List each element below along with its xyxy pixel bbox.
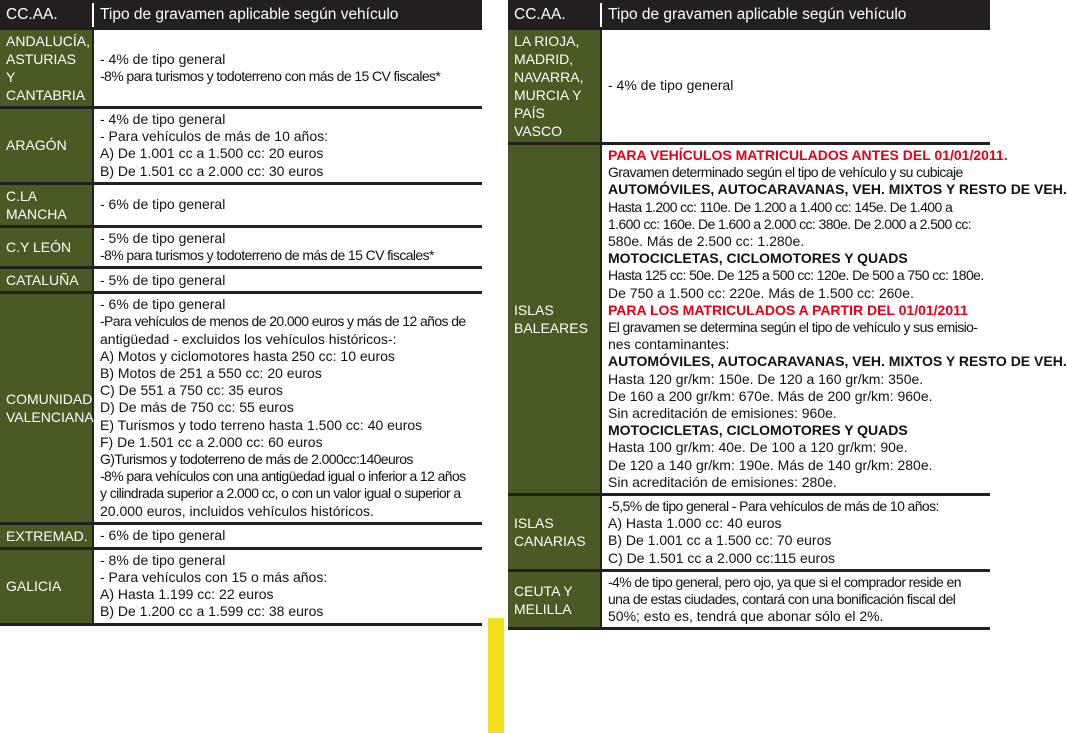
yellow-accent-strip — [488, 618, 504, 733]
tax-line: 50%; esto es, tendrá que abonar sólo el 2%. — [608, 608, 884, 625]
tax-description-cell — [94, 525, 482, 547]
header-tax-type: Tipo de gravamen aplicable según vehículo — [602, 3, 990, 27]
region-name: ARAGÓN — [6, 137, 67, 154]
region-name: CEUTA Y MELILLA — [514, 582, 573, 617]
table-row — [0, 185, 482, 225]
tax-line: A) Hasta 1.199 cc: 22 euros — [100, 586, 274, 603]
tax-line: MOTOCICLETAS, CICLOMOTORES Y QUADS — [608, 422, 908, 439]
tax-line: B) Motos de 251 a 550 cc: 20 euros — [100, 365, 322, 382]
table-row — [0, 525, 482, 547]
tax-line: -8% para turismos y todoterreno de más de 15 CV fiscales* — [100, 247, 434, 264]
tax-description-cell — [94, 269, 482, 291]
tax-line: - 5% de tipo general — [100, 229, 226, 246]
tax-description-cell — [602, 145, 1067, 493]
tax-line: MOTOCICLETAS, CICLOMOTORES Y QUADS — [608, 250, 908, 267]
tax-line: B) De 1.001 cc a 1.500 cc: 70 euros — [608, 532, 832, 549]
tax-line: antigüedad - excluidos los vehículos históricos-: — [100, 330, 397, 347]
region-cell — [0, 525, 94, 547]
table-row — [508, 30, 990, 142]
region-name: C.Y LEÓN — [6, 239, 72, 256]
table-row — [0, 109, 482, 182]
tax-line: F) De 1.501 cc a 2.000 cc: 60 euros — [100, 433, 323, 450]
region-cell — [508, 572, 602, 628]
tax-line: Sin acreditación de emisiones: 960e. — [608, 405, 837, 422]
tax-line: G)Turismos y todoterreno de más de 2.000cc:140euros — [100, 451, 413, 468]
region-cell — [508, 30, 602, 142]
tax-line: C) De 1.501 cc a 2.000 cc:115 euros — [608, 549, 835, 566]
header-region: CC.AA. — [0, 3, 94, 27]
tax-line: -5,5% de tipo general - Para vehículos de más de 10 años: — [608, 498, 939, 515]
tax-line: 1.600 cc: 160e. De 1.600 a 2.000 cc: 380e. De 2.000 a 2.500 cc: — [608, 215, 972, 232]
tax-line: AUTOMÓVILES, AUTOCARAVANAS, VEH. MIXTOS Y RESTO DE VEH. — [608, 353, 1067, 370]
tax-line: Hasta 100 gr/km: 40e. De 100 a 120 gr/km: 90e. — [608, 439, 908, 456]
header-row — [0, 3, 482, 27]
tax-line: - Para vehículos de más de 10 años: — [100, 128, 329, 145]
tax-line: - 5% de tipo general — [100, 271, 226, 288]
left-tax-table — [0, 0, 482, 626]
region-cell — [0, 228, 94, 266]
tax-line: A) Motos y ciclomotores hasta 250 cc: 10 euros — [100, 347, 395, 364]
table-row — [0, 30, 482, 106]
region-cell — [0, 30, 94, 106]
tax-line: -4% de tipo general, pero ojo, ya que si el comprador reside en — [608, 573, 961, 590]
tax-line: - 6% de tipo general — [100, 196, 226, 213]
region-cell — [0, 185, 94, 225]
tax-description-cell — [602, 496, 990, 569]
region-name: ANDALUCÍA, ASTURIAS Y CANTABRIA — [6, 33, 91, 103]
tax-description-cell — [602, 30, 990, 142]
region-cell — [0, 269, 94, 291]
tax-line: - Para vehículos con 15 o más años: — [100, 569, 328, 586]
header-row — [508, 3, 990, 27]
tax-line: Hasta 120 gr/km: 150e. De 120 a 160 gr/km: 350e. — [608, 370, 924, 387]
region-name: CATALUÑA — [6, 272, 79, 289]
tax-line: Sin acreditación de emisiones: 280e. — [608, 473, 837, 490]
region-cell — [508, 496, 602, 569]
tax-line: y cilindrada superior a 2.000 cc, o con un valor igual o superior a — [100, 485, 461, 502]
tax-line: C) De 551 a 750 cc: 35 euros — [100, 382, 283, 399]
table-row — [508, 145, 990, 493]
header-tax-type: Tipo de gravamen aplicable según vehículo — [94, 3, 482, 27]
tax-description-cell — [94, 30, 482, 106]
tax-line: - 4% de tipo general — [100, 111, 226, 127]
table-row — [508, 496, 990, 569]
tax-line: De 160 a 200 gr/km: 670e. Más de 200 gr/km: 960e. — [608, 387, 933, 404]
tax-description-cell — [94, 228, 482, 266]
tax-line: una de estas ciudades, contará con una bonificación fiscal del — [608, 591, 956, 608]
tax-line: D) De más de 750 cc: 55 euros — [100, 399, 294, 416]
region-cell — [0, 294, 94, 522]
tax-line: - 6% de tipo general — [100, 296, 226, 313]
tax-line: B) De 1.200 cc a 1.599 cc: 38 euros — [100, 603, 324, 620]
tax-line: A) De 1.001 cc a 1.500 cc: 20 euros — [100, 145, 324, 162]
tax-description-cell — [94, 294, 482, 522]
region-name: GALICIA — [6, 578, 62, 595]
tax-line: De 750 a 1.500 cc: 220e. Más de 1.500 cc: 260e. — [608, 284, 914, 301]
tax-line: - 6% de tipo general — [100, 527, 226, 544]
tax-line: - 8% de tipo general — [100, 551, 226, 568]
region-name: ISLAS BALEARES — [514, 302, 588, 337]
region-name: EXTREMAD. — [6, 527, 88, 544]
table-row — [508, 572, 990, 628]
tax-line: E) Turismos y todo terreno hasta 1.500 cc: 40 euros — [100, 416, 423, 433]
tax-line: -8% para turismos y todoterreno con más de 15 CV fiscales* — [100, 68, 441, 84]
table-row — [0, 228, 482, 266]
region-name: ISLAS CANARIAS — [514, 515, 586, 550]
tax-description-cell — [94, 550, 482, 623]
tax-line: De 120 a 140 gr/km: 190e. Más de 140 gr/km: 280e. — [608, 456, 933, 473]
tax-line: 580e. Más de 2.500 cc: 1.280e. — [608, 233, 805, 250]
tax-line: El gravamen se determina según el tipo de vehículo y sus emisio- — [608, 319, 978, 336]
tax-line: -8% para vehículos con una antigüedad igual o inferior a 12 años — [100, 468, 466, 485]
table-row — [0, 550, 482, 623]
tax-line: -Para vehículos de menos de 20.000 euros y más de 12 años de — [100, 313, 466, 330]
tax-line: Hasta 1.200 cc: 110e. De 1.200 a 1.400 cc: 145e. De 1.400 a — [608, 198, 953, 215]
tax-line: - 4% de tipo general — [608, 77, 734, 94]
tax-line: PARA LOS MATRICULADOS A PARTIR DEL 01/01/2011 — [608, 301, 968, 318]
region-name: C.LA MANCHA — [6, 187, 67, 222]
tax-line: Hasta 125 cc: 50e. De 125 a 500 cc: 120e. De 500 a 750 cc: 180e. — [608, 267, 984, 284]
region-cell — [0, 550, 94, 623]
tax-line: A) Hasta 1.000 cc: 40 euros — [608, 515, 782, 532]
tax-description-cell — [602, 572, 990, 628]
tax-line: 20.000 euros, incluidos vehículos históricos. — [100, 502, 374, 519]
right-tax-table — [508, 0, 1067, 630]
table-row — [0, 269, 482, 291]
tax-description-cell — [94, 109, 482, 182]
tax-line: B) De 1.501 cc a 2.000 cc: 30 euros — [100, 162, 324, 179]
region-name: COMUNIDAD VALENCIANA — [6, 391, 94, 426]
tax-line: PARA VEHÍCULOS MATRICULADOS ANTES DEL 01/01/2011. — [608, 147, 1008, 163]
table-row — [0, 294, 482, 522]
region-cell — [0, 109, 94, 182]
tax-line: nes contaminantes: — [608, 336, 730, 353]
header-region: CC.AA. — [508, 3, 602, 27]
tax-line: Gravamen determinado según el tipo de vehículo y su cubicaje — [608, 164, 963, 181]
tax-description-cell — [94, 185, 482, 225]
region-name: LA RIOJA, MADRID, NAVARRA, MURCIA Y PAÍS VASCO — [514, 33, 584, 139]
region-cell — [508, 145, 602, 493]
tax-line: - 4% de tipo general — [100, 50, 226, 67]
tax-line: AUTOMÓVILES, AUTOCARAVANAS, VEH. MIXTOS Y RESTO DE VEH. — [608, 181, 1067, 198]
